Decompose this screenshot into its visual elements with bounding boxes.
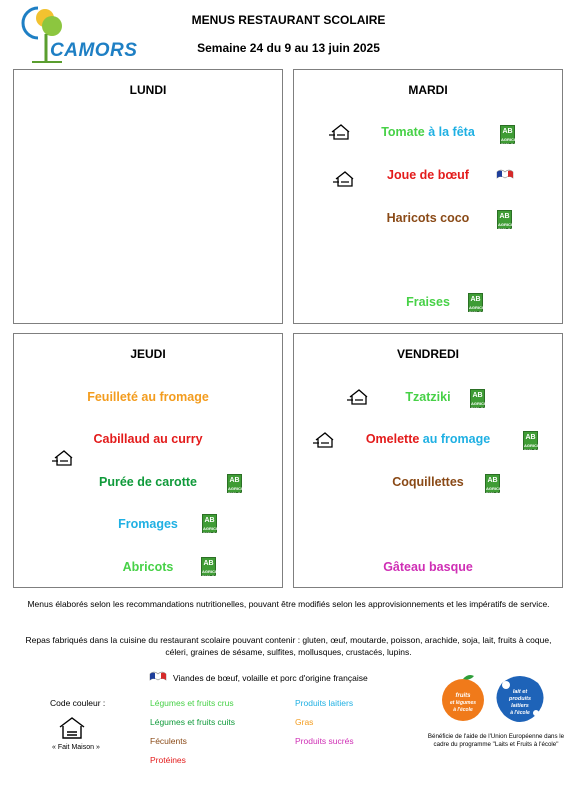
dish-jeudi-5: Abricots [122,560,174,574]
dish-jeudi-1: Feuilleté au fromage [87,390,209,404]
dish-vendredi-2-part1: Omelette [365,432,420,446]
bio-ab-icon: AB AGRICULTURE BIOLOGIQUE [468,293,483,312]
lait-logo-icon [492,673,548,725]
viande-origin-note: Viandes de bœuf, volaille et porc d'origine française [173,673,368,683]
svg-text:laitiers: laitiers [511,703,529,709]
day-box-jeudi [13,333,283,588]
svg-text:et légumes: et légumes [449,700,477,706]
page-title: MENUS RESTAURANT SCOLAIRE [191,13,386,27]
dish-vendredi-2 [294,432,562,446]
dish-mardi-4: Fraises [406,295,450,309]
legend-crus: Légumes et fruits crus [150,698,234,708]
bio-ab-icon: AB AGRICULTURE BIOLOGIQUE [500,125,515,144]
legend-title: Code couleur : [50,698,106,708]
dish-vendredi-3: Coquillettes [392,475,464,489]
legend-sucres: Produits sucrés [295,736,354,746]
svg-text:fruits: fruits [455,693,471,699]
legend-feculents: Féculents [150,736,187,746]
eu-programme-note: Bénéficie de l'aide de l'Union Européenne dans le cadre du programme "Laits et Fruits à l'école" [427,733,565,748]
viande-francaise-icon [148,670,168,684]
fait-maison-icon [51,450,73,466]
fait-maison-legend-icon [57,716,87,740]
legend-proteines: Protéines [150,755,186,765]
fruits-legumes-logo [438,673,488,723]
dish-mardi-1-part1: Tomate [381,125,425,139]
dish-mardi-1-part2: à la fêta [424,125,475,139]
lait-produits-logo [492,673,548,725]
bio-ab-icon: AB AGRICULTURE BIOLOGIQUE [201,557,216,576]
week-label: Semaine 24 du 9 au 13 juin 2025 [197,41,380,55]
dish-jeudi-3: Purée de carotte [99,475,197,489]
dish-vendredi-2-part2: au fromage [419,432,491,446]
day-box-lundi [13,69,283,324]
dish-jeudi-4: Fromages [118,517,178,531]
bio-ab-icon: AB AGRICULTURE BIOLOGIQUE [227,474,242,493]
bio-ab-icon: AB AGRICULTURE BIOLOGIQUE [202,514,217,533]
dish-mardi-2: Joue de bœuf [387,168,469,182]
bio-ab-icon: AB AGRICULTURE BIOLOGIQUE [470,389,485,408]
day-name-lundi: LUNDI [129,83,167,97]
day-box-mardi [293,69,563,324]
bio-ab-icon: AB AGRICULTURE BIOLOGIQUE [523,431,538,450]
dish-vendredi-4: Gâteau basque [383,560,473,574]
allergen-note: Repas fabriqués dans la cuisine du restaurant scolaire pouvant contenir : gluten, œuf, moutarde, poisson, arachide, soja, lait, fruits à coque, céleri, graines de sésame, sulfites, mollusques, crustacés, lupins. [25,635,552,657]
logo-brand: CAMORS [50,40,138,61]
dish-vendredi-1: Tzatziki [405,390,451,404]
day-name-jeudi: JEUDI [130,347,166,361]
nutrition-note: Menus élaborés selon les recommandations nutritionelles, pouvant être modifiés selon les approvisionnements et les impératifs de service. [27,599,550,609]
day-name-mardi: MARDI [408,83,448,97]
legend-cuits: Légumes et fruits cuits [150,717,236,727]
svg-text:à l'école: à l'école [453,707,473,713]
dish-mardi-3: Haricots coco [386,211,470,225]
viande-francaise-icon [495,168,515,182]
legend-gras: Gras [295,717,314,727]
svg-text:lait et: lait et [512,689,528,695]
bio-ab-icon: AB AGRICULTURE BIOLOGIQUE [497,210,512,229]
day-name-vendredi: VENDREDI [396,347,459,361]
day-box-vendredi [293,333,563,588]
legend-laitiers: Produits laitiers [295,698,354,708]
bio-ab-icon: AB AGRICULTURE BIOLOGIQUE [485,474,500,493]
fruit-logo-icon [438,673,488,723]
fait-maison-label: « Fait Maison » [52,744,100,751]
svg-text:produits: produits [509,696,531,702]
dish-jeudi-2: Cabillaud au curry [93,432,203,446]
svg-text:à l'école: à l'école [510,710,530,716]
